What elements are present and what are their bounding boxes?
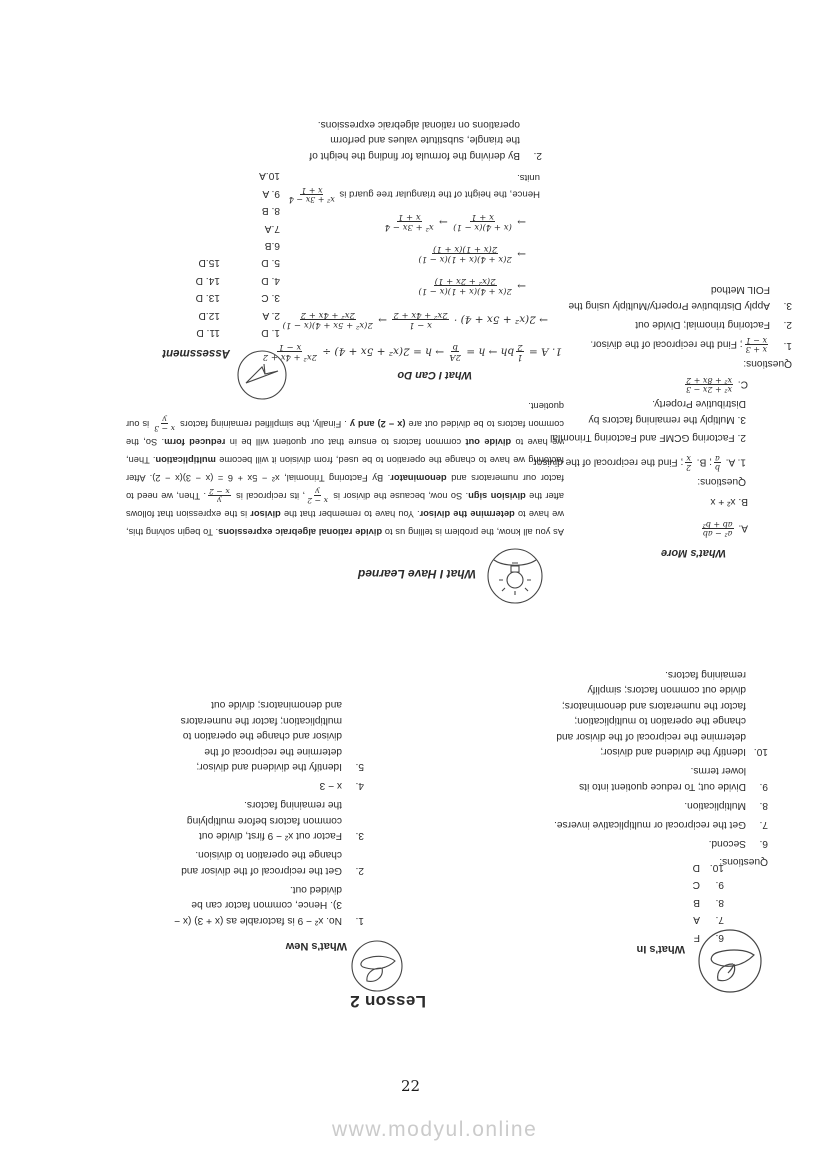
answer-row: 1. D bbox=[261, 327, 280, 338]
answer-row: 11. D bbox=[196, 327, 220, 338]
hence-statement: Hence, the height of the triangular tree guard is x² + 3x − 4 x + 1 units. bbox=[288, 172, 540, 204]
question-item: 1. x + 3 x − 1 ; Find the reciprocal of the divisor. bbox=[590, 335, 792, 354]
assessment-icon bbox=[236, 349, 288, 401]
solution-line-2: → 2(x² + 5x + 4) · x − 1 2x² + 4x + 2 → 2(x² + 5x + 4)(x − 1) 2x² + 4x + 2 bbox=[282, 310, 548, 330]
fraction: x − 1 2x² + 4x + 2 bbox=[393, 310, 448, 330]
what-i-have-learned-icon bbox=[486, 547, 544, 605]
answer-item: 3. Factor out x² − 9 first, divide out common factors before multiplying the remaining factors. bbox=[186, 799, 364, 842]
whats-more-q2: 2. Factoring GCMF and Factoring Trinomial bbox=[550, 432, 746, 443]
whats-new-icon bbox=[350, 939, 404, 993]
fraction: x − 3 y bbox=[154, 414, 176, 433]
question-item: 2. Factoring trinomial; Divide out bbox=[635, 318, 792, 330]
whats-more-q1: 1. A. b a ; B. 2 x ; Find the reciprocal of the divisor. bbox=[531, 453, 746, 472]
whats-more-answer-b: B. x² + x bbox=[710, 496, 748, 507]
whats-in-question-items bbox=[554, 663, 768, 851]
whats-in-answers bbox=[654, 855, 724, 943]
assessment-label: Assessment bbox=[162, 347, 230, 359]
answer-row: 7. A bbox=[693, 914, 724, 926]
solution-line-1: 1. A = 1 2 bh → h = 2A b → h = 2(x² + 5x + 4) ÷ 2x² + 4x + 2 x − 1 bbox=[262, 342, 562, 362]
answer-item: 1. No. x² − 9 is factorable as (x + 3) (x − 3). Hence, common factor can be divided out. bbox=[174, 884, 364, 926]
answer-row: 6.B bbox=[264, 240, 280, 252]
answer-row: 10.A bbox=[259, 170, 280, 182]
fraction: 2 x bbox=[686, 453, 692, 472]
fraction: b a bbox=[714, 453, 720, 472]
whats-more-label: What's More bbox=[661, 547, 726, 559]
answer-row: 6. F bbox=[693, 932, 724, 943]
answer-row: 7.A bbox=[264, 222, 280, 234]
note-row bbox=[298, 117, 542, 164]
fraction: x + 3 x − 1 bbox=[745, 335, 767, 354]
fraction: 2(x² + 5x + 4)(x − 1) 2x² + 4x + 2 bbox=[282, 310, 373, 330]
what-i-have-learned-label: What I Have Learned bbox=[357, 567, 476, 581]
answer-row: 14. D bbox=[195, 274, 220, 286]
answer-row: 5. D bbox=[261, 257, 280, 269]
what-i-can-do-questions-label: Questions: bbox=[743, 358, 792, 369]
question-item: 10. Identify the dividend and divisor; determine the reciprocal of the divisor and change the operation to multiplication; factor the numerators and denominators; divide out common factors; simplify remaining factors. bbox=[556, 669, 768, 758]
answer-row: 3. C bbox=[261, 292, 280, 304]
fraction: 2(x + 4)(x + 1)(x − 1) 2(x² + 2x + 1) bbox=[418, 276, 512, 296]
whats-more-answer-c: C. x² + 2x − 3 x² + 8x + 2 bbox=[685, 375, 748, 394]
whats-more-questions-label: Questions: bbox=[697, 476, 746, 487]
what-i-can-do-label: What I Can Do bbox=[397, 369, 472, 381]
answer-item: 4. x − 3 bbox=[319, 780, 364, 792]
answer-item: 5. Identify the dividend and divisor; determine the reciprocal of the divisor and change the operation to multiplication; factor the numerators and denominators; divide out bbox=[180, 699, 364, 773]
answer-row: 4. D bbox=[261, 274, 280, 286]
answer-row: 10. D bbox=[692, 861, 724, 873]
fraction: y x − 2 bbox=[208, 486, 230, 506]
watermark: www.modyul.online bbox=[332, 1118, 538, 1141]
solution-line-3: → 2(x + 4)(x + 1)(x − 1) 2(x² + 2x + 1) bbox=[418, 276, 526, 296]
what-i-can-do-questions bbox=[552, 278, 792, 353]
question-item: 6. Second. bbox=[708, 838, 768, 849]
note-text: By deriving the formula for finding the height of the triangle, substitute values and perform operations on rational algebraic expressions. bbox=[309, 119, 520, 161]
whats-more-paragraph: As you all know, the problem is telling us to divide rational algebraic expressions. To begin solving this, we have to determine the divisor. You have to remember that the divisor is the expression that follows after the division sign. So now, because the divisor is x − 2 y , its reciprocal is y x − 2 . Then, we need to factor our numerators and denominator. By Factoring Trinomial, x² − 5x + 6 = (x − 3)(x − 2). After factoring we have to change the operation to be used, from division it will become multiplication. Then, we have to divide out common factors to ensure that our quotient will be in reduced form. So, the common factors to be divided out are (x − 2) and y . Finally, the simplified remaining factors x − 3 y is our quotient. bbox=[126, 400, 564, 537]
note-number: 2. bbox=[533, 150, 542, 161]
fraction: x² + 3x − 4 x + 1 bbox=[288, 185, 335, 204]
fraction: x² + 3x − 4 x + 1 bbox=[384, 212, 434, 232]
solution-line-4: → 2(x + 4)(x + 1)(x − 1) 2(x + 1)(x + 1) bbox=[418, 244, 526, 264]
fraction: 1 2 bbox=[517, 342, 523, 362]
assessment-answers-col1 bbox=[259, 164, 280, 338]
question-item: 7. Get the reciprocal or multiplicative inverse. bbox=[554, 819, 768, 830]
fraction: 2(x + 4)(x + 1)(x − 1) 2(x + 1)(x + 1) bbox=[418, 244, 512, 264]
fraction: 2x² + 4x + 2 x − 1 bbox=[262, 342, 317, 362]
answer-item: 2. Get the reciprocal of the divisor and change the operation to division. bbox=[181, 849, 364, 876]
question-item: 9. Divide out; To reduce quotient into its lower terms. bbox=[579, 765, 768, 792]
question-item: 3. Apply Distributive Property/Multiply using the FOIL Method bbox=[568, 284, 792, 311]
whats-in-label: What's In bbox=[636, 943, 685, 955]
page-number: 22 bbox=[401, 1077, 421, 1095]
answer-row: 8. B bbox=[261, 205, 280, 217]
fraction: 2A b bbox=[449, 342, 461, 362]
fraction: a² − ab ab + b² bbox=[702, 519, 733, 538]
answer-row: 8. B bbox=[693, 896, 724, 908]
answer-row: 13. D bbox=[195, 292, 220, 304]
whats-more-q3: 3. Multiply the remaining factors by Distributive Property. bbox=[588, 398, 746, 425]
fraction: x² + 2x − 3 x² + 8x + 2 bbox=[685, 375, 732, 394]
answer-row: 15.D bbox=[198, 257, 220, 269]
question-item: 8. Multiplication. bbox=[684, 800, 768, 811]
whats-in-questions-label: Questions: bbox=[719, 856, 768, 867]
whats-new-items bbox=[174, 694, 364, 929]
answer-row: 12.D bbox=[198, 309, 220, 321]
answer-row: 9. A bbox=[262, 187, 280, 199]
note-2 bbox=[298, 113, 542, 163]
lesson-title: Lesson 2 bbox=[349, 992, 426, 1011]
whats-new-label: What's New bbox=[285, 940, 347, 952]
assessment-answers-col2 bbox=[196, 251, 220, 338]
solution-line-5: → (x + 4)(x − 1) x + 1 → x² + 3x − 4 x + 1 bbox=[384, 212, 526, 232]
whats-more-answer-a: A. a² − ab ab + b² bbox=[702, 519, 748, 538]
answer-row: 9. C bbox=[692, 879, 724, 891]
fraction: x − 2 y bbox=[307, 486, 328, 506]
fraction: (x + 4)(x − 1) x + 1 bbox=[453, 212, 512, 232]
answer-row: 2. A bbox=[262, 309, 280, 321]
